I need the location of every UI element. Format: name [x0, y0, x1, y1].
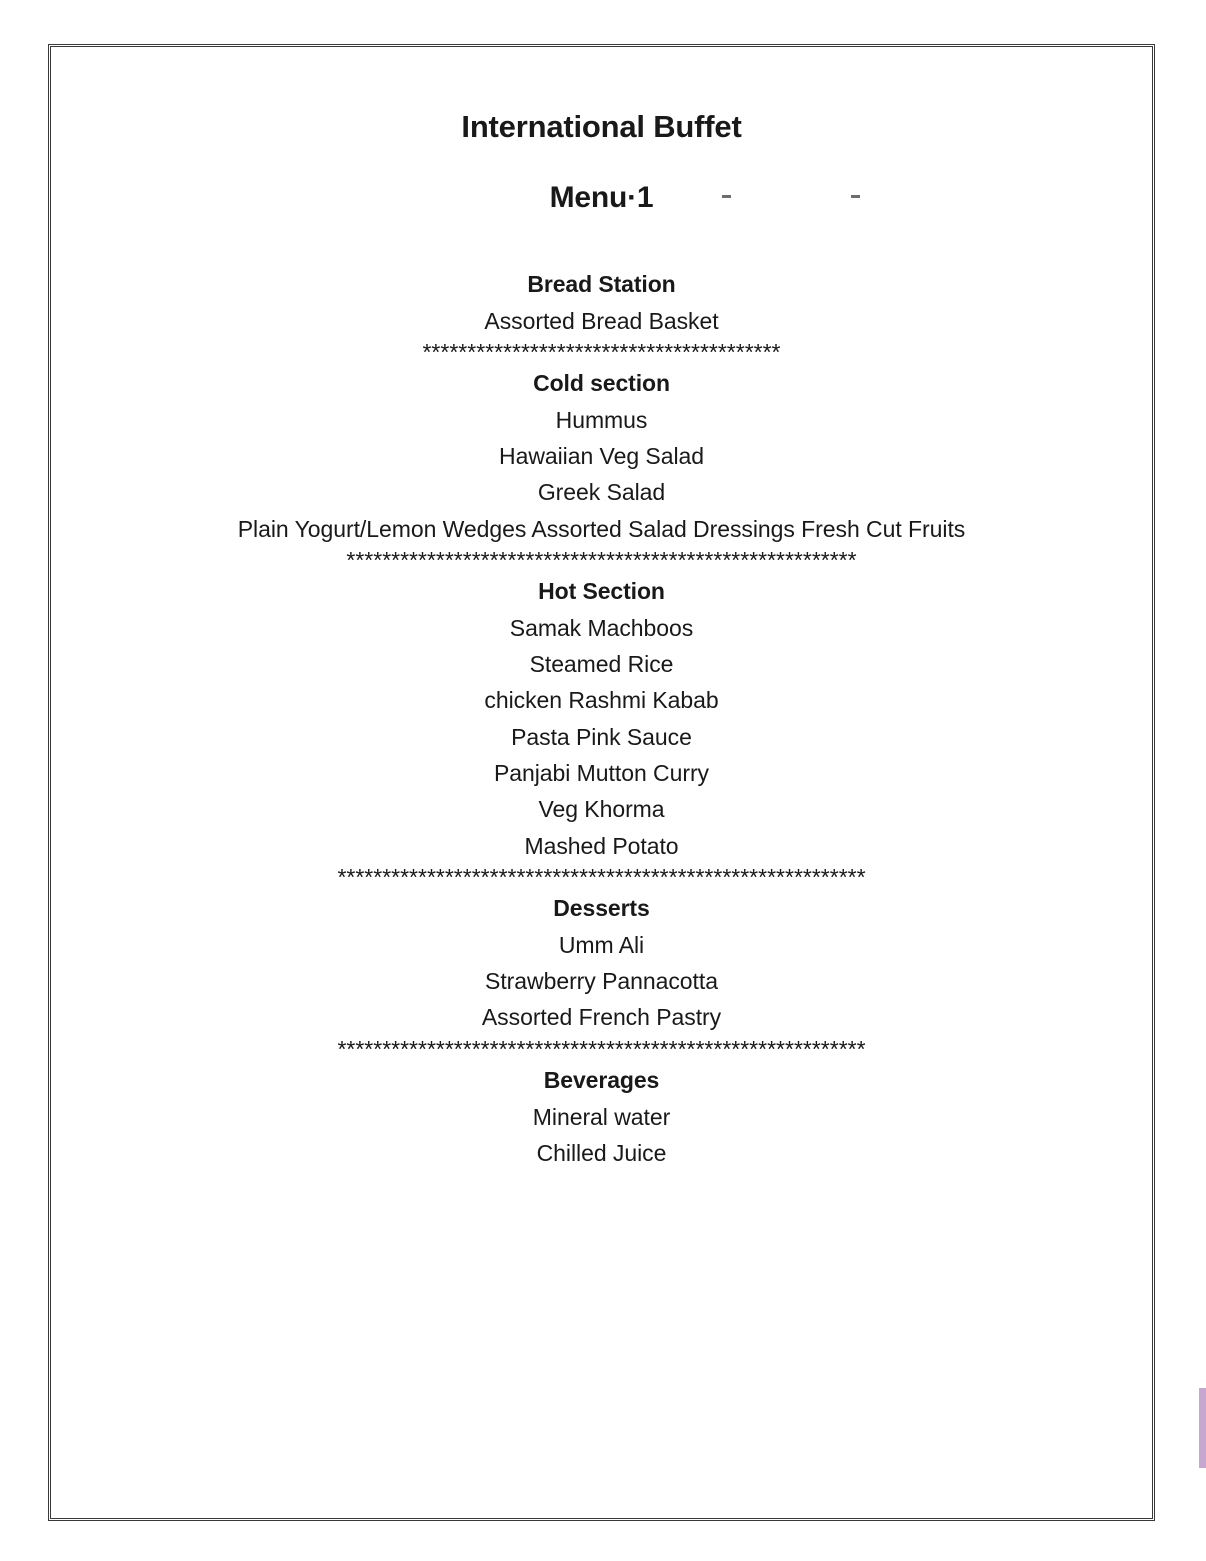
- revision-change-bar: [1199, 1388, 1206, 1468]
- menu-item: Pasta Pink Sauce: [511, 723, 692, 750]
- menu-item: Veg Khorma: [538, 796, 665, 823]
- section-divider: ***********************************************************: [337, 1035, 866, 1062]
- page-title: International Buffet: [461, 109, 742, 144]
- menu-item: Assorted French Pastry: [481, 1004, 722, 1031]
- formatting-mark-icon-1: [722, 195, 731, 198]
- menu-item: Hawaiian Veg Salad: [499, 443, 704, 469]
- title-spacer: [60, 216, 1143, 266]
- document-body: [60, 56, 1143, 1171]
- menu-item: Assorted Bread Basket: [484, 307, 719, 334]
- menu-item: chicken Rashmi Kabab: [484, 687, 719, 714]
- section-divider: *********************************************************: [346, 546, 857, 573]
- menu-section-desserts: [60, 890, 1143, 1062]
- section-heading: Beverages: [543, 1067, 660, 1094]
- subtitle-row: [60, 147, 1143, 217]
- menu-item: Panjabi Mutton Curry: [493, 760, 710, 787]
- menu-item: Strawberry Pannacotta: [485, 968, 718, 995]
- formatting-mark-icon-2: [851, 195, 860, 198]
- menu-item: Mashed Potato: [524, 832, 679, 859]
- menu-section-cold-section: [60, 365, 1143, 573]
- menu-item: Mineral water: [532, 1103, 671, 1130]
- menu-section-hot-section: [60, 573, 1143, 890]
- menu-section-beverages: [60, 1062, 1143, 1171]
- menu-item: Samak Machboos: [509, 614, 694, 641]
- menu-item: Hummus: [555, 406, 648, 433]
- section-divider: ***********************************************************: [337, 864, 866, 891]
- menu-item: Umm Ali: [558, 931, 645, 958]
- menu-section-bread-station: [60, 266, 1143, 365]
- section-heading: Bread Station: [527, 271, 676, 298]
- menu-item: Steamed Rice: [529, 651, 674, 678]
- menu-item: Chilled Juice: [536, 1139, 667, 1166]
- section-heading: Cold section: [533, 370, 670, 397]
- section-heading: Desserts: [553, 895, 650, 922]
- section-heading: Hot Section: [538, 578, 665, 605]
- menu-item: Plain Yogurt/Lemon Wedges Assorted Salad Dressings Fresh Cut Fruits: [237, 515, 966, 542]
- section-divider: ****************************************: [422, 338, 781, 365]
- menu-item: Greek Salad: [537, 479, 666, 506]
- menu-subtitle: Menu·1: [549, 180, 654, 214]
